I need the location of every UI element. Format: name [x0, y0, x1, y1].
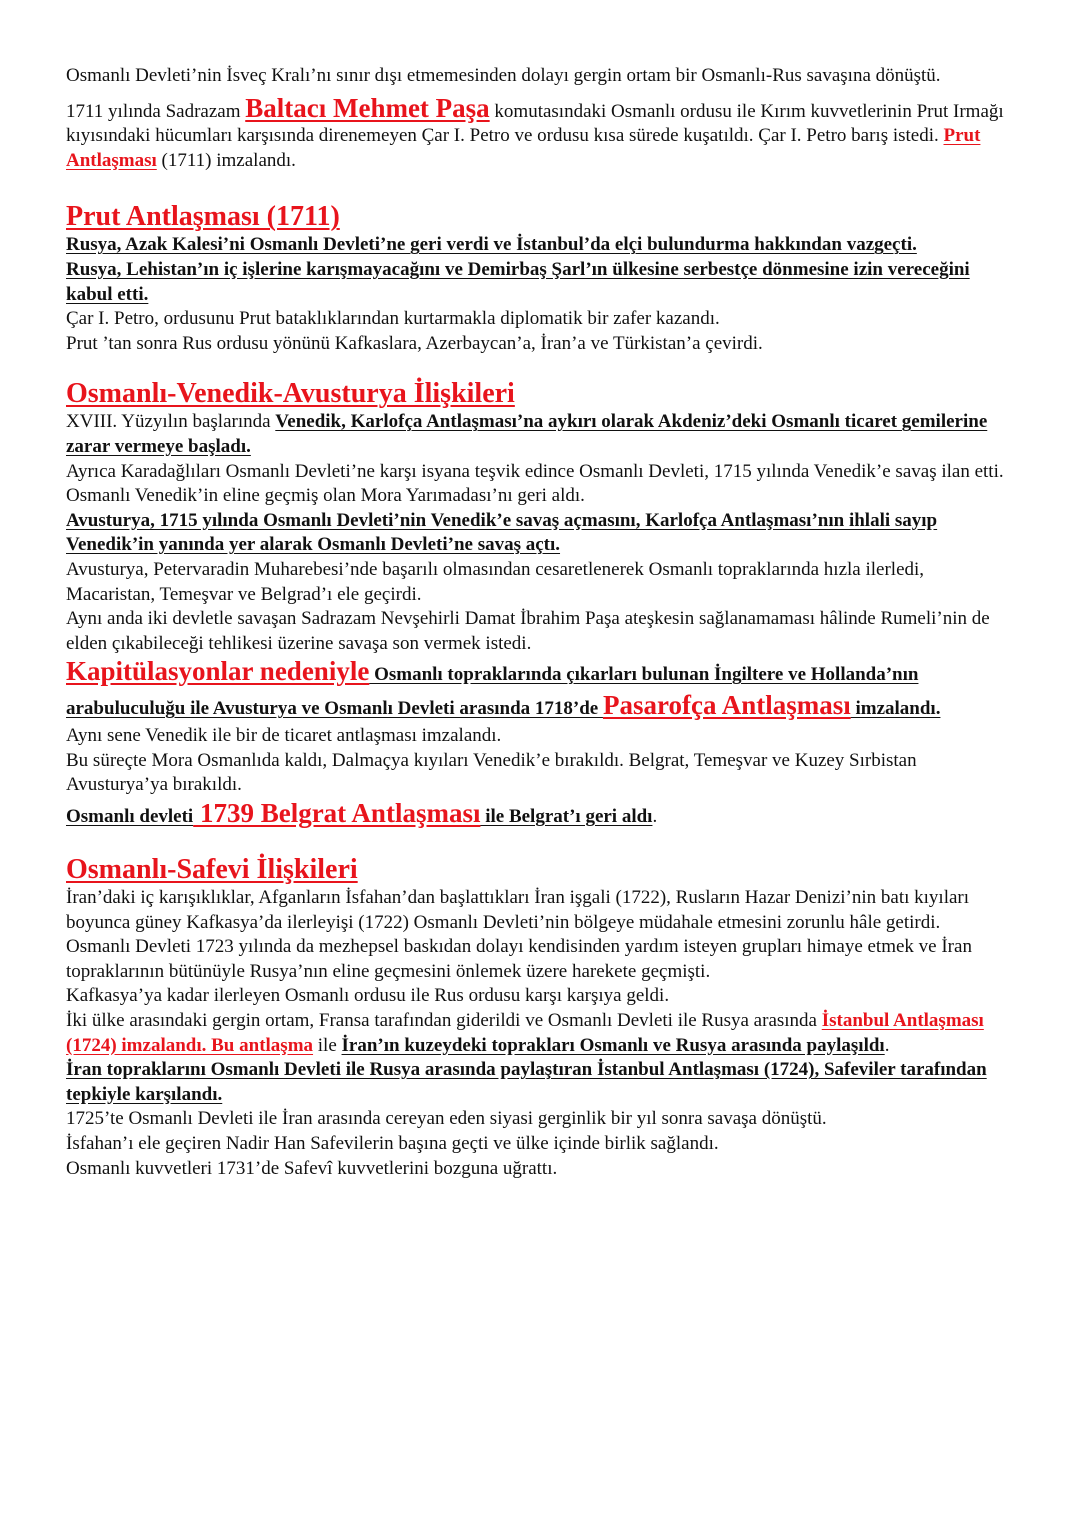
venedik-emphasis: Osmanlı devleti	[66, 806, 194, 828]
venedik-paragraph-8: Aynı sene Venedik ile bir de ticaret antlaşması imzalandı.	[66, 725, 502, 747]
venedik-paragraph-9: Bu süreçte Mora Osmanlıda kaldı, Dalmaçya kıyıları Venedik’e bırakıldı. Belgrat, Temeşvar ve Kuzey Sırbistan Avusturya’ya bırakıldı.	[66, 749, 917, 796]
venedik-paragraph-6: Aynı anda iki devletle savaşan Sadrazam Nevşehirli Damat İbrahim Paşa ateşkesin sağlanamaması hâlinde Rumeli’nin de elden çıkabileceği tehlikesi üzerine savaşa son vermek istedi.	[66, 608, 990, 654]
belgrat-highlight: 1739 Belgrat Antlaşması	[193, 798, 481, 829]
venedik-section	[66, 378, 1016, 832]
safevi-paragraph-3: Kafkasya’ya kadar ilerleyen Osmanlı ordusu ile Rus ordusu karşı karşıya geldi.	[66, 985, 670, 1007]
venedik-paragraph-7	[66, 656, 1016, 724]
intro-text: (1711) imzalandı.	[156, 149, 296, 171]
safevi-paragraph-5: İran topraklarını Osmanlı Devleti ile Rusya arasında paylaştıran İstanbul Antlaşması (1724), Safeviler tarafından tepkiyle karşılandı.	[66, 1059, 987, 1105]
prut-bullet-1: Rusya, Azak Kalesi’ni Osmanlı Devleti’ne geri verdi ve İstanbul’da elçi bulundurma hakkından vazgeçti.	[66, 234, 917, 256]
venedik-paragraph-10	[66, 798, 1016, 832]
safevi-paragraph-8: Osmanlı kuvvetleri 1731’de Safevî kuvvetlerini bozguna uğrattı.	[66, 1157, 558, 1179]
safevi-paragraph-1: İran’daki iç karışıklıklar, Afganların İsfahan’dan başlattıkları İran işgali (1722), Rusların Hazar Denizi’nin batı kıyıları boyunca güney Kafkasya’da ilerleyişi (1722) Osmanlı Devleti’nin bölgeye müdahale etmesini zorunlu hâle getirdi.	[66, 887, 970, 933]
document-page	[66, 64, 1016, 1181]
baltaci-highlight: Baltacı Mehmet Paşa	[245, 92, 490, 123]
safevi-text: .	[884, 1034, 890, 1056]
prut-paragraph-3: Çar I. Petro, ordusunu Prut bataklıklarından kurtarmakla diplomatik bir zafer kazandı.	[66, 308, 720, 330]
section-title-safevi: Osmanlı-Safevi İlişkileri	[66, 854, 358, 886]
safevi-paragraph-4	[66, 1009, 1016, 1058]
safevi-paragraph-6: 1725’te Osmanlı Devleti ile İran arasında cereyan eden siyasi gerginlik bir yıl sonra savaşa dönüştü.	[66, 1108, 827, 1130]
intro-text: 1711 yılında Sadrazam	[66, 100, 246, 122]
pasarofca-highlight: Pasarofça Antlaşması	[602, 690, 851, 721]
safevi-section	[66, 854, 1016, 1181]
section-title-venedik: Osmanlı-Venedik-Avusturya İlişkileri	[66, 378, 515, 410]
prut-bullet-2: Rusya, Lehistan’ın iç işlerine karışmayacağını ve Demirbaş Şarl’ın ülkesine serbestçe dönmesine izin vereceğini kabul etti.	[66, 258, 970, 305]
intro-paragraph-1: Osmanlı Devleti’nin İsveç Kralı’nı sınır dışı etmemesinden dolayı gergin ortam bir Osmanlı-Rus savaşına dönüştü.	[66, 65, 941, 86]
venedik-paragraph-4: Avusturya, 1715 yılında Osmanlı Devleti’nin Venedik’e savaş açmasını, Karlofça Antlaşması’nın ihlali sayıp Venedik’in yanında yer alarak Osmanlı Devleti’ne savaş açtı.	[66, 509, 938, 556]
venedik-emphasis: imzalandı.	[850, 698, 941, 720]
intro-text: komutasındaki Osmanlı ordusu ile Kırım kuvvetlerinin Prut Irmağı kıyısındaki hücumları karşısında direnemeyen Çar I. Petro ve ordusu kısa sürede kuşatıldı. Çar I. Petro barış istedi.	[66, 100, 1004, 147]
safevi-paragraph-2: Osmanlı Devleti 1723 yılında da mezhepsel baskıdan dolayı kendisinden yardım isteyen grupları himaye etmek ve İran topraklarının bütünüyle Rusya’nın eline geçmesini önlemek üzere harekete geçmişti.	[66, 936, 972, 982]
safevi-text: İki ülke arasındaki gergin ortam, Fransa tarafından giderildi ve Osmanlı Devleti ile Rusya arasında	[66, 1010, 822, 1032]
prut-section	[66, 201, 1016, 356]
venedik-emphasis: Venedik, Karlofça Antlaşması’na aykırı olarak Akdeniz’deki Osmanlı ticaret gemilerine zarar vermeye başladı.	[66, 411, 988, 457]
kapitulasyon-highlight: Kapitülasyonlar nedeniyle	[66, 656, 370, 687]
prut-paragraph-4: Prut ’tan sonra Rus ordusu yönünü Kafkaslara, Azerbaycan’a, İran’a ve Türkistan’a çevirdi.	[66, 332, 763, 354]
intro-paragraph-2	[66, 92, 1016, 174]
safevi-emphasis: İran’ın kuzeydeki toprakları Osmanlı ve Rusya arasında paylaşıldı	[341, 1034, 885, 1056]
venedik-paragraph-2: Ayrıca Karadağlıları Osmanlı Devleti’ne karşı isyana teşvik edince Osmanlı Devleti, 1715 yılında Venedik’e savaş ilan etti.	[66, 460, 1004, 482]
venedik-paragraph-1	[66, 410, 1016, 459]
venedik-emphasis: Osmanlı topraklarında çıkarları bulunan İngiltere ve Hollanda’nın arabuluculuğu ile Avusturya ve Osmanlı Devleti arasında 1718’de	[66, 664, 919, 720]
venedik-text: .	[652, 806, 658, 828]
prut-highlight: Prut Antlaşması	[66, 125, 981, 171]
section-title-prut: Prut Antlaşması (1711)	[66, 201, 340, 233]
safevi-paragraph-7: İsfahan’ı ele geçiren Nadir Han Safevilerin başına geçti ve ülke içinde birlik sağlandı.	[66, 1133, 719, 1154]
venedik-paragraph-5: Avusturya, Petervaradin Muharebesi’nde başarılı olmasından cesaretlenerek Osmanlı topraklarında hızla ilerledi, Macaristan, Temeşvar ve Belgrad’ı ele geçirdi.	[66, 558, 925, 605]
venedik-paragraph-3: Osmanlı Venedik’in eline geçmiş olan Mora Yarımadası’nı geri aldı.	[66, 485, 585, 507]
safevi-text: ile	[313, 1034, 342, 1056]
istanbul-highlight: İstanbul Antlaşması (1724) imzalandı. Bu antlaşma	[66, 1010, 984, 1056]
venedik-emphasis: ile Belgrat’ı geri aldı	[480, 806, 653, 828]
venedik-text: XVIII. Yüzyılın başlarında	[66, 411, 276, 433]
